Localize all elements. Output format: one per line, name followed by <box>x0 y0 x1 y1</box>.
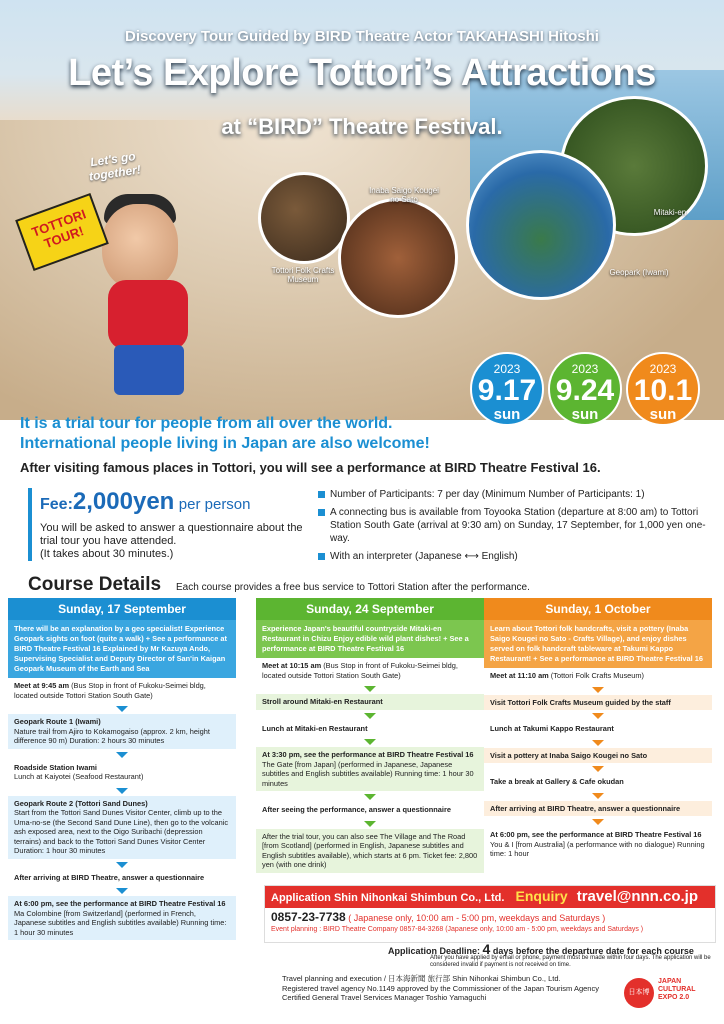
interpreter-item: With an interpreter (Japanese ⟷ English) <box>318 550 714 563</box>
enquiry-email[interactable]: travel@nnn.co.jp <box>576 888 699 905</box>
course-column-3 <box>484 598 712 865</box>
course-3-header: Sunday, 1 October <box>484 598 712 620</box>
fee-box: Fee:2,000yen per person You will be asked to answer a questionnaire about the trial tour you have attended. (It takes about 30 minutes.) <box>28 488 306 561</box>
course-2-header: Sunday, 24 September <box>256 598 484 620</box>
hero-title: Let’s Explore Tottori’s Attractions <box>68 52 656 94</box>
course-3-step: After arriving at BIRD Theatre, answer a questionnaire <box>484 801 712 817</box>
inaba-saigo-label: Inaba Saigo Kougei no Sato <box>369 186 439 204</box>
folk-crafts-label: Tottori Folk Crafts Museum <box>271 266 335 284</box>
info-list <box>318 488 714 568</box>
course-2-step: Lunch at Mitaki-en Restaurant <box>256 721 484 737</box>
bus-item: A connecting bus is available from Toyooka Station (departure at 8:00 am) to Tottori Station South Gate (arrival at 9:30 am) on Sunday, 17 September, for 1,000 yen one-way. <box>318 506 714 545</box>
course-details-heading: Course Details <box>28 574 162 595</box>
lets-go-speech: Let's go together! <box>88 149 142 184</box>
date-badge-2: 2023 9.24 sun <box>548 352 622 426</box>
course-1-intro: There will be an explanation by a geo specialist! Experience Geopark sights on foot (quite a walk) + See a performance at BIRD Theatre Festival 16 Explained by Mr Kazuya Ando, Supervising Specialist and Deputy Director of San'in Kaigan Geopark Museum of the Earth and Sea <box>8 620 236 678</box>
hero-subtitle: Discovery Tour Guided by BIRD Theatre Actor TAKAHASHI Hitoshi <box>125 28 599 45</box>
course-3-step: At 6:00 pm, see the performance at BIRD Theatre Festival 16 You & I [from Australia] (a performance with no dialogue) Running time: 1 hour <box>484 827 712 862</box>
course-3-step: Visit a pottery at Inaba Saigo Kougei no Sato <box>484 748 712 764</box>
course-2-step: Stroll around Mitaki-en Restaurant <box>256 694 484 710</box>
course-2-step: After the trial tour, you can also see The Village and The Road [from Scotland] (performed in English, Japanese subtitles and English subtitles available), which starts at 6 pm. Ticket fee: 2,800 yen (with one drink) <box>256 829 484 873</box>
geopark-label: Geopark (Iwami) <box>609 268 669 277</box>
japan-cultural-expo-logo: 日本博 JAPAN CULTURAL EXPO 2.0 <box>624 974 716 1014</box>
event-planning: Event planning : BIRD Theatre Company 0857-84-3268 (Japanese only, 10:00 am - 5:00 pm, weekdays and Saturdays ) <box>271 926 644 933</box>
enquiry-phone[interactable]: 0857-23-7738 <box>271 910 346 924</box>
application-label: Application <box>271 892 331 904</box>
course-3-intro: Learn about Tottori folk handcrafts, visit a pottery (Inaba Saigo Kougei no Sato - Crafts Village), and enjoy dishes served on folk handcraft tableware at Takumi Kappo Restaurant! + See a performance at BIRD Theatre Festival 16 <box>484 620 712 668</box>
course-1-step: Meet at 9:45 am (Bus Stop in front of Fukoku-Seimei bldg, located outside Tottori Station South Gate) <box>8 678 236 703</box>
hero-banner <box>0 0 724 423</box>
lead-text: It is a trial tour for people from all over the world. International people living in Japan are also welcome! <box>20 415 430 452</box>
date-badge-1: 2023 9.17 sun <box>470 352 544 426</box>
course-2-intro: Experience Japan's beautiful countryside Mitaki-en Restaurant in Chizu Enjoy edible wild plant dishes! + See a performance at BIRD Theatre Festival 16 <box>256 620 484 658</box>
course-1-step: Geopark Route 1 (Iwami) Nature trail from Ajiro to Kokamogaiso (approx. 2 km, height difference 90 m) Duration: 2 hours 30 minutes <box>8 714 236 749</box>
course-1-step: Geopark Route 2 (Tottori Sand Dunes) Start from the Tottori Sand Dunes Visitor Center, climb up to the Uma-no-se (the Second Sand Dune Line), then go to the volcanic ash exposed area, next to the Oigo Suribachi (depression terrains) and back to the Tottori Sand Dunes Visitor Center Duration: 1 hour 30 minutes <box>8 796 236 859</box>
after-visiting-text: After visiting famous places in Tottori, you will see a performance at BIRD Theatre Festival 16. <box>20 460 601 475</box>
mitaki-en-label: Mitaki-en <box>653 208 687 217</box>
course-note: Each course provides a free bus service to Tottori Station after the performance. <box>176 582 530 593</box>
company-name: Shin Nihonkai Shimbun Co., Ltd. <box>333 892 505 904</box>
course-3-step: Visit Tottori Folk Crafts Museum guided by the staff <box>484 695 712 711</box>
inaba-saigo-photo <box>338 198 458 318</box>
course-1-step: At 6:00 pm, see the performance at BIRD Theatre Festival 16 Ma Colombine [from Switzerland] (performed in French, Japanese subtitles and English subtitles available) Running time: 1 hour 30 minutes <box>8 896 236 940</box>
course-column-2 <box>256 598 484 876</box>
course-3-step: Meet at 11:10 am (Tottori Folk Crafts Museum) <box>484 668 712 684</box>
course-1-header: Sunday, 17 September <box>8 598 236 620</box>
deadline-note: After you have applied by email or phone, payment must be made within four days. The application will be considered invalid if payment is not received on time. <box>430 955 711 968</box>
course-2-step: At 3:30 pm, see the performance at BIRD Theatre Festival 16 The Gate [from Japan] (performed in Japanese, Japanese subtitles and English subtitles available) Running time: 1 hour 30 minutes <box>256 747 484 791</box>
footer-text: Travel planning and execution / 日本海新聞 旅行部 Shin Nihonkai Shimbun Co., Ltd. Registered travel agency No.1149 approved by the Commissioner of the Japan Tourism Agency Certified General Travel Services Manager Toshio Yamaguchi <box>282 974 599 1002</box>
enquiry-box: Application Shin Nihonkai Shimbun Co., Ltd. Enquiry travel@nnn.co.jp 0857-23-7738 ( Japanese only, 10:00 am - 5:00 pm, weekdays and Saturdays ) Event planning : BIRD Theatre Company 0857-84-3268 (Japanese only, 10:00 am - 5:00 pm, weekdays and Saturdays ) <box>264 885 716 943</box>
course-2-step: Meet at 10:15 am (Bus Stop in front of Fukoku-Seimei bldg, located outside Tottori Station South Gate) <box>256 658 484 683</box>
course-1-step: Roadside Station Iwami Lunch at Kaiyotei (Seafood Restaurant) <box>8 760 236 785</box>
course-1-step: After arriving at BIRD Theatre, answer a questionnaire <box>8 870 236 886</box>
enquiry-label: Enquiry <box>515 888 568 904</box>
geopark-photo <box>466 150 616 300</box>
folk-crafts-photo <box>258 172 350 264</box>
participants-item: Number of Participants: 7 per day (Minimum Number of Participants: 1) <box>318 488 714 501</box>
course-column-1 <box>8 598 236 943</box>
tottori-tour-flag: TOTTORI TOUR! <box>15 193 109 271</box>
guide-illustration <box>78 180 228 400</box>
date-badge-3: 2023 10.1 sun <box>626 352 700 426</box>
expo-mark: 日本博 <box>624 978 654 1008</box>
course-2-step: After seeing the performance, answer a questionnaire <box>256 802 484 818</box>
course-3-step: Take a break at Gallery & Cafe okudan <box>484 774 712 790</box>
hero-title-line2: at “BIRD” Theatre Festival. <box>221 114 503 139</box>
course-3-step: Lunch at Takumi Kappo Restaurant <box>484 721 712 737</box>
application-deadline: Application Deadline: 4 days before the departure date for each course <box>388 941 694 957</box>
